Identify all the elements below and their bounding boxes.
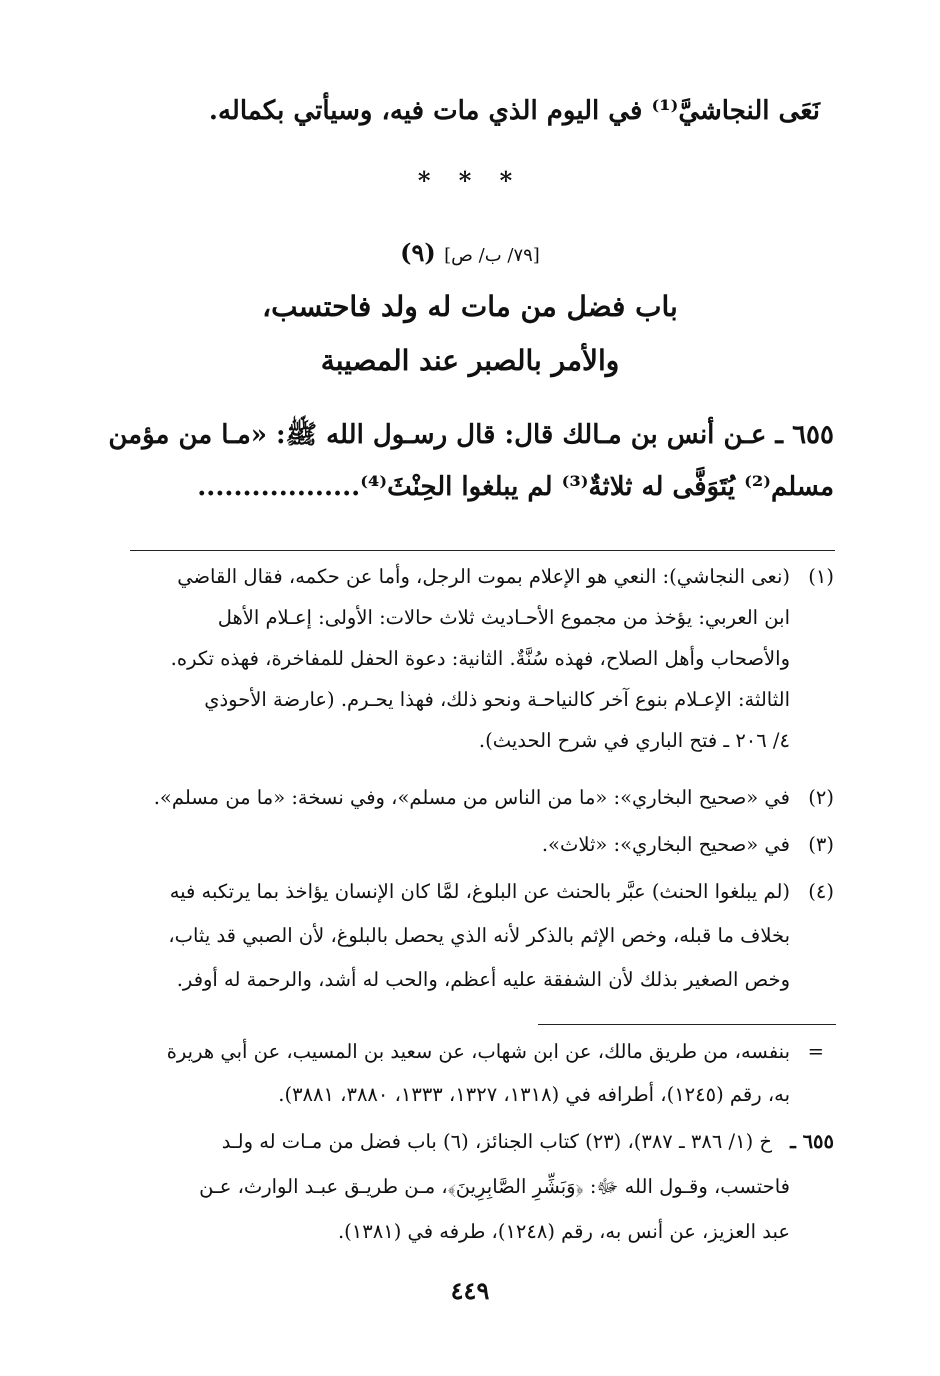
footnote-line: والأصحاب وأهل الصلاح، فهذه سُنَّةٌ. الثانية: دعوة الحفل للمفاخرة، فهذه تكره.: [170, 647, 790, 670]
hadith-text: مسلم⁽²⁾ يُتَوَفَّى له ثلاثةٌ⁽³⁾ لم يبلغوا الحِنْثَ⁽⁴⁾: [360, 472, 834, 502]
hadith-line-1: ٦٥٥ ـ عـن أنس بن مـالك قال: قال رسـول الله ﷺ: «مـا من مؤمن: [108, 420, 834, 450]
bab-title-line-2: والأمر بالصبر عند المصيبة: [320, 344, 620, 377]
hadith-line-2: [197, 472, 834, 502]
footnote-number: (١): [808, 565, 834, 588]
footnote-number: (٤): [808, 880, 834, 903]
top-line: نَعَى النجاشيَّ⁽¹⁾ في اليوم الذي مات فيه، وسيأتي بكماله.: [208, 96, 820, 126]
footnote-separator: [130, 550, 835, 551]
footnote-line: (لم يبلغوا الحنث) عبَّر بالحنث عن البلوغ، لمَّا كان الإنسان يؤاخذ بما يرتكبه فيه: [169, 880, 790, 903]
section-separator-stars: * * *: [417, 166, 523, 195]
footnote-line: وخص الصغير بذلك لأن الشفقة عليه أعظم، والحب له أشد، والرحمة له أوفر.: [176, 968, 790, 991]
takhrij-line: به، رقم (١٢٤٥)، أطرافه في (١٣١٨، ١٣٢٧، ١٣٣٣، ٣٨٨٠، ٣٨٨١).: [278, 1083, 790, 1106]
page-number: ٤٤٩: [450, 1276, 490, 1305]
takhrij-line: خ (١/ ٣٨٦ ـ ٣٨٧)، (٢٣) كتاب الجنائز، (٦) باب فضل من مـات له ولـد: [221, 1130, 772, 1153]
footnote-line: في «صحيح البخاري»: «ما من الناس من مسلم»، وفي نسخة: «ما من مسلم».: [153, 786, 790, 809]
manuscript-ref: [٧٩/ ب/ ص]: [444, 245, 540, 266]
footnote-line: في «صحيح البخاري»: «ثلاث».: [541, 833, 790, 856]
footnote-number: (٣): [808, 833, 834, 856]
bab-reference: [0, 238, 940, 267]
takhrij-line: عبد العزيز، عن أنس به، رقم (١٢٤٨)، طرفه في (١٣٨١).: [337, 1220, 790, 1243]
takhrij-line: بنفسه، من طريق مالك، عن ابن شهاب، عن سعيد بن المسيب، عن أبي هريرة: [166, 1040, 790, 1063]
footnote-number: (٢): [808, 786, 834, 809]
bab-number: (٩): [400, 238, 436, 267]
bab-title-line-1: باب فضل من مات له ولد فاحتسب،: [262, 290, 678, 323]
footnote-line: ابن العربي: يؤخذ من مجموع الأحـاديث ثلاث حالات: الأولى: إعـلام الأهل: [217, 606, 790, 629]
hadith-dots: ..................: [197, 472, 361, 502]
footnote-line: الثالثة: الإعـلام بنوع آخر كالنياحـة ونحو ذلك، فهذا يحـرم. (عارضة الأحوذي: [204, 688, 790, 711]
takhrij-number: ٦٥٥ ـ: [790, 1130, 834, 1153]
continuation-mark: =: [807, 1040, 824, 1063]
footnote-line: ٤/ ٢٠٦ ـ فتح الباري في شرح الحديث).: [478, 729, 790, 752]
takhrij-line: فاحتسب، وقـول الله ﷻ: ﴿وَبَشِّرِ الصَّابِرِينَ﴾، مـن طريـق عبـد الوارث، عـن: [199, 1175, 790, 1198]
footnote-line: (نعى النجاشي): النعي هو الإعلام بموت الرجل، وأما عن حكمه، فقال القاضي: [177, 565, 790, 588]
footnote-line: بخلاف ما قبله، وخص الإثم بالذكر لأنه الذي يحصل بالبلوغ، لأن الصبي قد يثاب،: [168, 924, 790, 947]
takhrij-separator: [538, 1024, 836, 1025]
